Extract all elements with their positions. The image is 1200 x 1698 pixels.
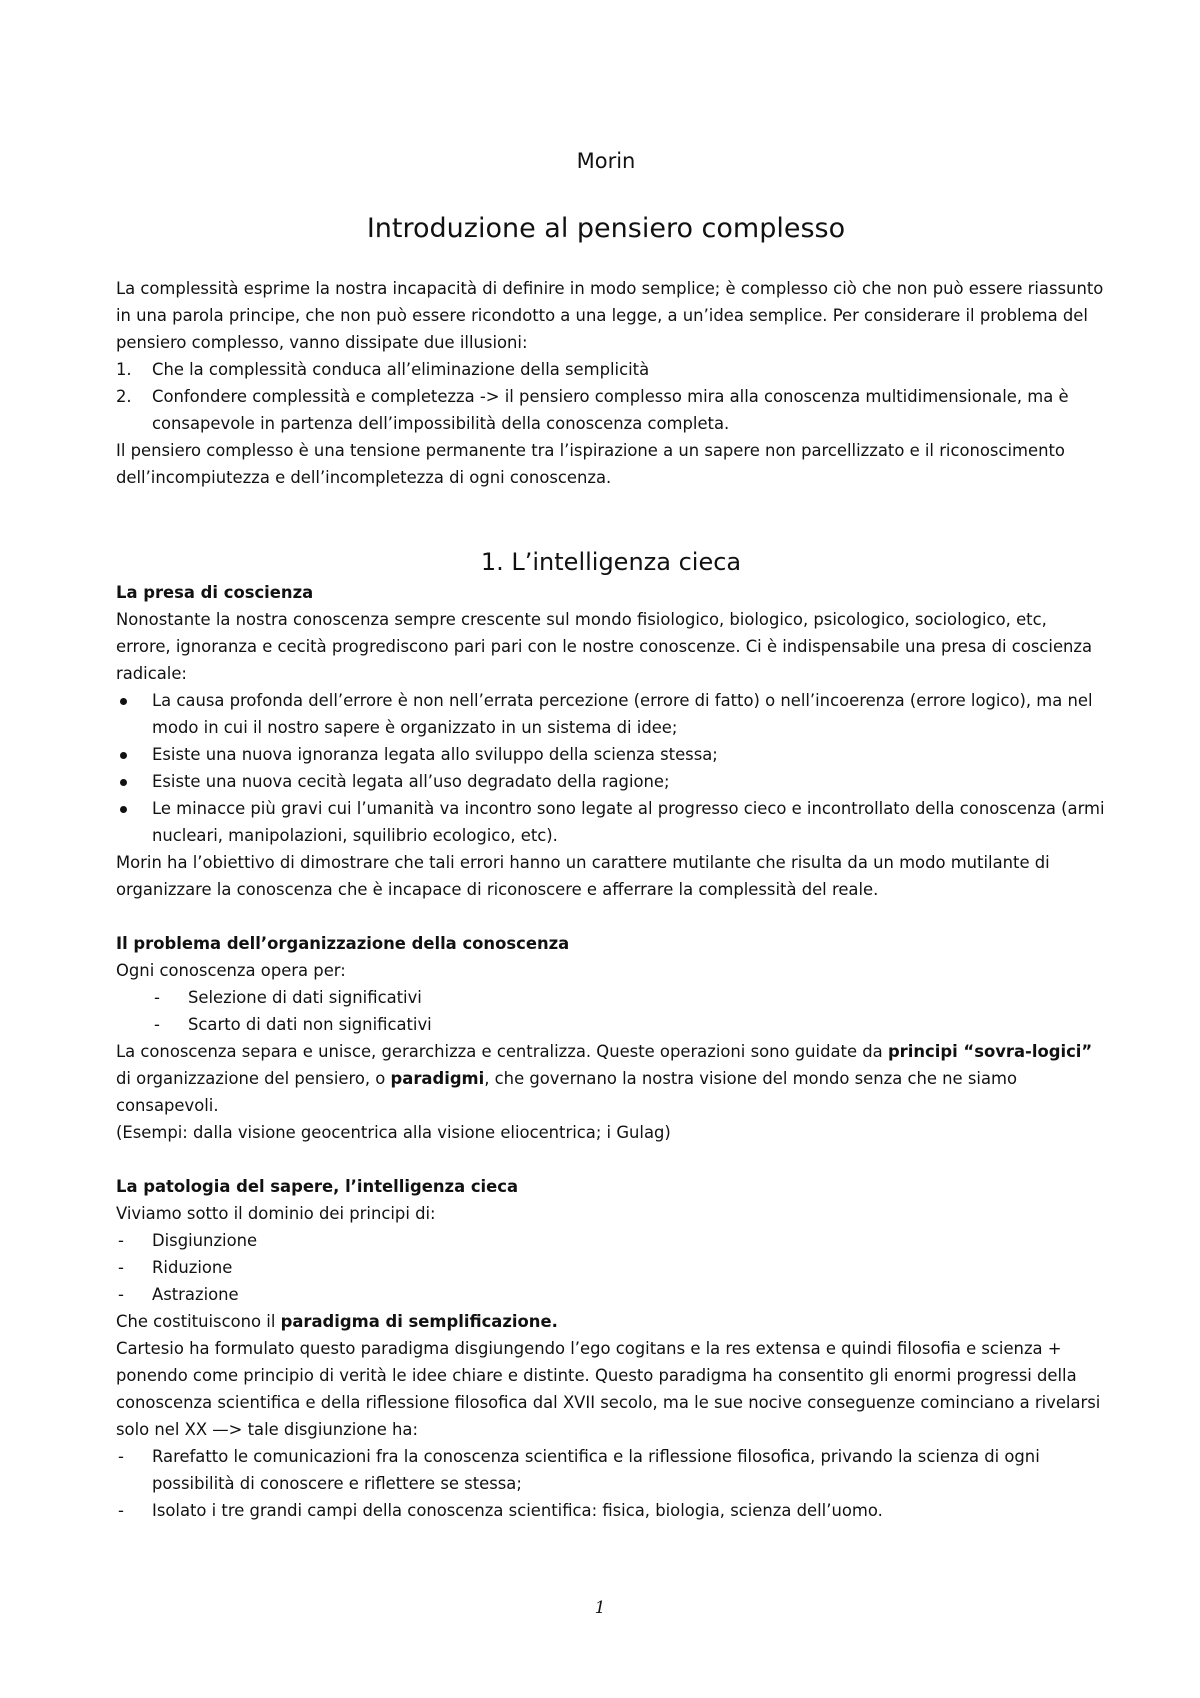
text-run: , che governano la nostra visione del mondo senza che ne siamo consapevoli. — [116, 1069, 1017, 1115]
section-1 — [116, 545, 1106, 1524]
list-item-text: Esiste una nuova cecità legata all’uso degradato della ragione; — [152, 772, 670, 791]
list-item — [116, 984, 1106, 1011]
patologia-lead: Viviamo sotto il dominio dei principi di: — [116, 1204, 436, 1223]
presa-closing: Morin ha l’obiettivo di dimostrare che tali errori hanno un carattere mutilante che risulta da un modo mutilante di organizzare la conoscenza che è incapace di riconoscere e afferrare la complessità del reale. — [116, 853, 1050, 899]
list-item-text: Che la complessità conduca all’eliminazione della semplicità — [152, 360, 650, 379]
section-title: 1. L’intelligenza cieca — [480, 548, 742, 576]
illusions-list — [116, 356, 1106, 437]
dash-marker: - — [118, 1258, 124, 1277]
dash-marker: - — [118, 1501, 124, 1520]
intro-section — [116, 275, 1106, 491]
dash-marker: - — [154, 988, 160, 1007]
organizzazione-lead: Ogni conoscenza opera per: — [116, 961, 346, 980]
list-item-text: Disgiunzione — [152, 1231, 258, 1250]
dash-marker: - — [154, 1015, 160, 1034]
patologia-paragraph: Cartesio ha formulato questo paradigma disgiungendo l’ego cogitans e la res extensa e quindi filosofia e scienza + ponendo come principio di verità le idee chiare e distinte. Questo paradigma ha consentito gli enormi progressi della conoscenza scientifica e della riflessione filosofica dal XVII secolo, ma le sue nocive conseguenze cominciano a rivelarsi solo nel XX —> tale disgiunzione ha: — [116, 1339, 1101, 1439]
bullet-icon — [120, 752, 127, 759]
list-item — [116, 768, 1106, 795]
bold-text: paradigmi — [390, 1069, 485, 1088]
list-item — [116, 1011, 1106, 1038]
organizzazione-list — [116, 984, 1106, 1038]
author-name: Morin — [576, 149, 636, 173]
spacer — [116, 1146, 1106, 1173]
list-item — [116, 383, 1106, 437]
bullet-icon — [120, 779, 127, 786]
intro-paragraph: La complessità esprime la nostra incapacità di definire in modo semplice; è complesso ciò che non può essere riassunto in una parola principe, che non può essere ricondotto a una legge, a un’idea semplice. Per considerare il problema del pensiero complesso, vanno dissipate due illusioni: — [116, 279, 1104, 352]
list-item — [116, 1497, 1106, 1524]
list-item — [116, 741, 1106, 768]
list-item — [116, 356, 1106, 383]
list-item — [116, 1254, 1106, 1281]
patologia-consequences — [116, 1443, 1106, 1524]
page-number: 1 — [594, 1598, 606, 1618]
intro-closing: Il pensiero complesso è una tensione permanente tra l’ispirazione a un sapere non parcellizzato e il riconoscimento dell’incompiutezza e dell’incompletezza di ogni conoscenza. — [116, 441, 1065, 487]
list-marker: 2. — [116, 387, 132, 406]
list-item-text: Esiste una nuova ignoranza legata allo sviluppo della scienza stessa; — [152, 745, 718, 764]
list-item-text: Confondere complessità e completezza -> il pensiero complesso mira alla conoscenza multidimensionale, ma è consapevole in partenza dell’impossibilità della conoscenza completa. — [152, 387, 1069, 433]
presa-paragraph: Nonostante la nostra conoscenza sempre crescente sul mondo fisiologico, biologico, psicologico, sociologico, etc, errore, ignoranza e cecità progrediscono pari pari con le nostre conoscenze. Ci è indispensabile una presa di coscienza radicale: — [116, 610, 1093, 683]
dash-marker: - — [118, 1285, 124, 1304]
subheading-organizzazione: Il problema dell’organizzazione della conoscenza — [116, 934, 570, 953]
list-item-text: Selezione di dati significativi — [188, 988, 422, 1007]
text-run: Che costituiscono il — [116, 1312, 281, 1331]
list-item-text: Riduzione — [152, 1258, 233, 1277]
subheading-patologia: La patologia del sapere, l’intelligenza cieca — [116, 1177, 519, 1196]
organizzazione-paragraph — [116, 1038, 1106, 1119]
document-title: Introduzione al pensiero complesso — [366, 213, 846, 244]
list-item — [116, 1281, 1106, 1308]
bold-text: principi “sovra-logici” — [887, 1042, 1093, 1061]
presa-bullets — [116, 687, 1106, 849]
list-marker: 1. — [116, 360, 132, 379]
text-run: di organizzazione del pensiero, o — [116, 1069, 391, 1088]
patologia-after — [116, 1308, 1106, 1335]
subheading-presa: La presa di coscienza — [116, 583, 314, 602]
dash-marker: - — [118, 1447, 124, 1466]
list-item — [116, 795, 1106, 849]
list-item-text: Le minacce più gravi cui l’umanità va incontro sono legate al progresso cieco e incontrollato della conoscenza (armi nucleari, manipolazioni, squilibrio ecologico, etc). — [152, 799, 1105, 845]
list-item-text: Isolato i tre grandi campi della conoscenza scientifica: fisica, biologia, scienza dell’uomo. — [152, 1501, 883, 1520]
bold-text: paradigma di semplificazione. — [280, 1312, 558, 1331]
bullet-icon — [120, 806, 127, 813]
patologia-principles — [116, 1227, 1106, 1308]
list-item-text: Scarto di dati non significativi — [188, 1015, 432, 1034]
dash-marker: - — [118, 1231, 124, 1250]
list-item — [116, 1227, 1106, 1254]
list-item — [116, 687, 1106, 741]
text-run: La conoscenza separa e unisce, gerarchizza e centralizza. Queste operazioni sono guidate da — [116, 1042, 888, 1061]
list-item-text: Astrazione — [152, 1285, 239, 1304]
spacer — [116, 903, 1106, 930]
list-item — [116, 1443, 1106, 1497]
organizzazione-examples: (Esempi: dalla visione geocentrica alla visione eliocentrica; i Gulag) — [116, 1123, 671, 1142]
list-item-text: La causa profonda dell’errore è non nell’errata percezione (errore di fatto) o nell’incoerenza (errore logico), ma nel modo in cui il nostro sapere è organizzato in un sistema di idee; — [152, 691, 1093, 737]
list-item-text: Rarefatto le comunicazioni fra la conoscenza scientifica e la riflessione filosofica, privando la scienza di ogni possibilità di conoscere e riflettere se stessa; — [152, 1447, 1040, 1493]
bullet-icon — [120, 698, 127, 705]
